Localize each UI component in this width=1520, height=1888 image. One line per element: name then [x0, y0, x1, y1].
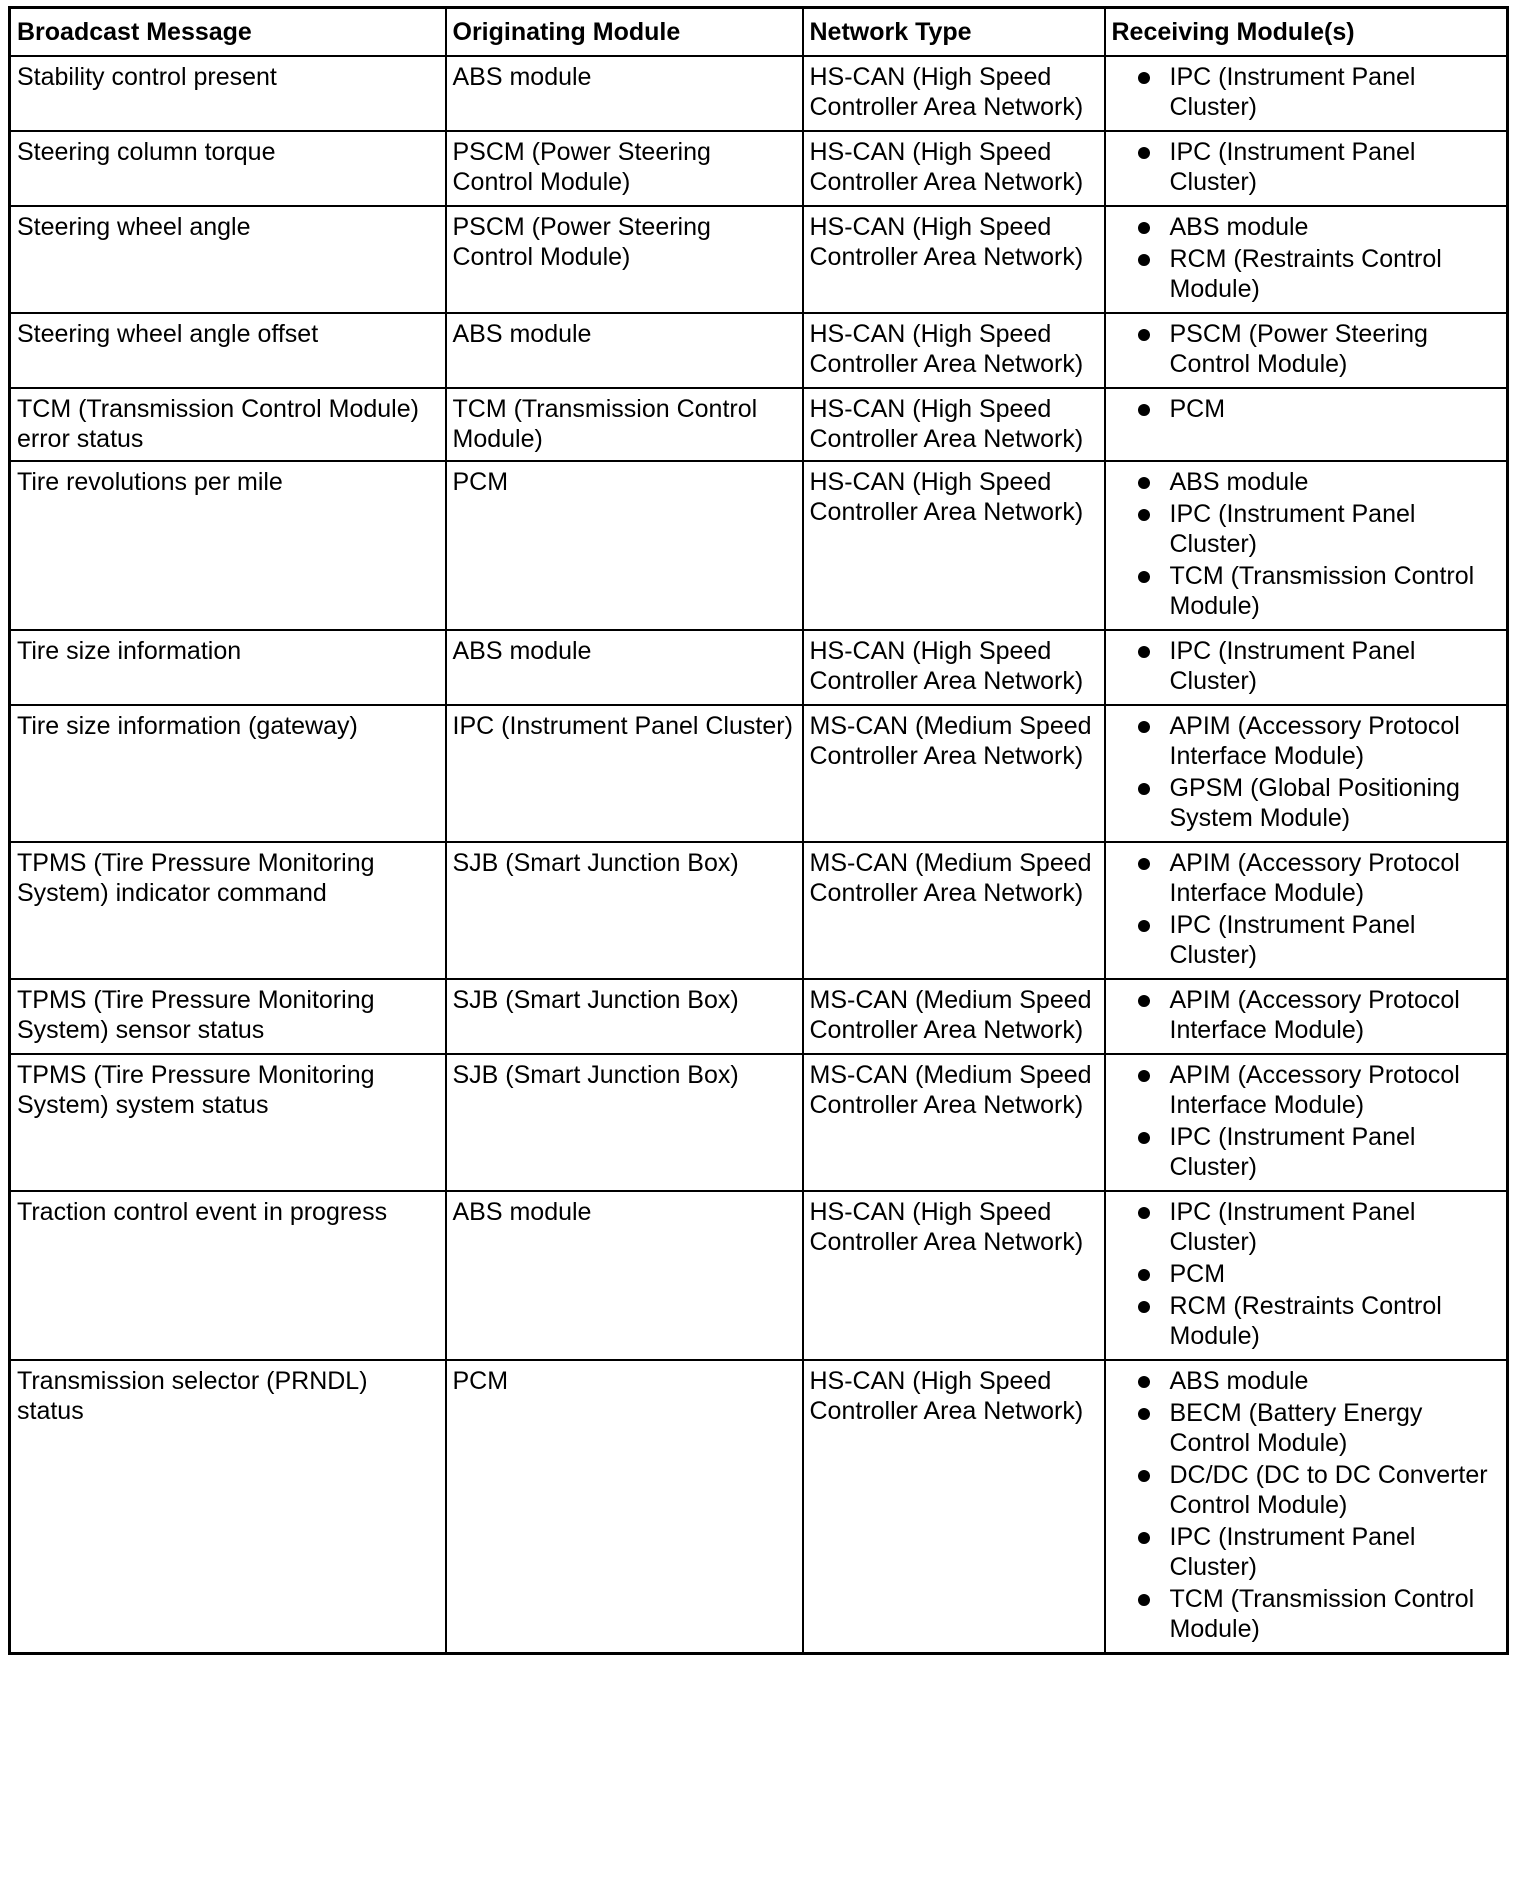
cell-originating-module: SJB (Smart Junction Box)	[446, 842, 803, 979]
receiving-module-text: BECM (Battery Energy Control Module)	[1169, 1399, 1423, 1457]
cell-receiving-modules	[1105, 1054, 1508, 1191]
cell-originating-module: SJB (Smart Junction Box)	[446, 979, 803, 1054]
receiving-module-item	[1112, 1398, 1501, 1458]
table-row	[10, 461, 1508, 630]
cell-network-type: HS-CAN (High Speed Controller Area Network)	[803, 1191, 1105, 1360]
bullet-icon	[1138, 995, 1150, 1007]
receiving-module-item	[1112, 467, 1501, 497]
header-receiving-modules: Receiving Module(s)	[1105, 8, 1508, 57]
cell-receiving-modules	[1105, 206, 1508, 313]
bullet-icon	[1138, 571, 1150, 583]
cell-network-type: HS-CAN (High Speed Controller Area Network)	[803, 1360, 1105, 1654]
cell-receiving-modules	[1105, 1191, 1508, 1360]
table-row	[10, 313, 1508, 388]
receiving-module-list	[1112, 1366, 1501, 1644]
receiving-module-list	[1112, 636, 1501, 696]
cell-receiving-modules	[1105, 131, 1508, 206]
receiving-module-item	[1112, 1584, 1501, 1644]
receiving-module-text: DC/DC (DC to DC Converter Control Module)	[1169, 1461, 1488, 1519]
bullet-icon	[1138, 477, 1150, 489]
receiving-module-list	[1112, 1197, 1501, 1351]
bullet-icon	[1138, 222, 1150, 234]
receiving-module-item	[1112, 711, 1501, 771]
cell-broadcast-message: TPMS (Tire Pressure Monitoring System) system status	[10, 1054, 446, 1191]
cell-receiving-modules	[1105, 842, 1508, 979]
bullet-icon	[1138, 1269, 1150, 1281]
receiving-module-list	[1112, 319, 1501, 379]
receiving-module-list	[1112, 985, 1501, 1045]
receiving-module-item	[1112, 212, 1501, 242]
cell-network-type: HS-CAN (High Speed Controller Area Network)	[803, 461, 1105, 630]
cell-network-type: HS-CAN (High Speed Controller Area Network)	[803, 56, 1105, 131]
receiving-module-text: RCM (Restraints Control Module)	[1169, 1292, 1442, 1350]
cell-broadcast-message: Tire size information	[10, 630, 446, 705]
cell-broadcast-message: Steering column torque	[10, 131, 446, 206]
cell-originating-module: ABS module	[446, 313, 803, 388]
receiving-module-item	[1112, 1197, 1501, 1257]
bullet-icon	[1138, 72, 1150, 84]
receiving-module-text: PSCM (Power Steering Control Module)	[1169, 320, 1428, 378]
receiving-module-text: IPC (Instrument Panel Cluster)	[1169, 63, 1416, 121]
table-header	[10, 8, 1508, 57]
table-row	[10, 131, 1508, 206]
cell-broadcast-message: Steering wheel angle	[10, 206, 446, 313]
cell-receiving-modules	[1105, 313, 1508, 388]
cell-broadcast-message: Traction control event in progress	[10, 1191, 446, 1360]
cell-broadcast-message: TPMS (Tire Pressure Monitoring System) sensor status	[10, 979, 446, 1054]
receiving-module-item	[1112, 1291, 1501, 1351]
receiving-module-text: IPC (Instrument Panel Cluster)	[1169, 1123, 1416, 1181]
bullet-icon	[1138, 509, 1150, 521]
header-network-type: Network Type	[803, 8, 1105, 57]
bullet-icon	[1138, 858, 1150, 870]
cell-network-type: HS-CAN (High Speed Controller Area Network)	[803, 313, 1105, 388]
receiving-module-item	[1112, 1259, 1501, 1289]
cell-broadcast-message: Steering wheel angle offset	[10, 313, 446, 388]
cell-broadcast-message: TCM (Transmission Control Module) error status	[10, 388, 446, 461]
bullet-icon	[1138, 1594, 1150, 1606]
cell-network-type: MS-CAN (Medium Speed Controller Area Network)	[803, 979, 1105, 1054]
cell-originating-module: ABS module	[446, 630, 803, 705]
receiving-module-list	[1112, 394, 1501, 424]
receiving-module-list	[1112, 212, 1501, 304]
receiving-module-list	[1112, 62, 1501, 122]
table-row	[10, 1191, 1508, 1360]
receiving-module-text: ABS module	[1169, 468, 1309, 496]
receiving-module-text: TCM (Transmission Control Module)	[1169, 1585, 1475, 1643]
receiving-module-text: IPC (Instrument Panel Cluster)	[1169, 1523, 1416, 1581]
table-row	[10, 1360, 1508, 1654]
table-row	[10, 206, 1508, 313]
bullet-icon	[1138, 1301, 1150, 1313]
receiving-module-item	[1112, 62, 1501, 122]
cell-network-type: MS-CAN (Medium Speed Controller Area Network)	[803, 705, 1105, 842]
receiving-module-text: IPC (Instrument Panel Cluster)	[1169, 911, 1416, 969]
receiving-module-item	[1112, 1122, 1501, 1182]
bullet-icon	[1138, 721, 1150, 733]
bullet-icon	[1138, 1070, 1150, 1082]
receiving-module-list	[1112, 467, 1501, 621]
table-body	[10, 56, 1508, 1654]
cell-originating-module: ABS module	[446, 1191, 803, 1360]
header-row	[10, 8, 1508, 57]
bullet-icon	[1138, 1376, 1150, 1388]
cell-receiving-modules	[1105, 1360, 1508, 1654]
receiving-module-text: APIM (Accessory Protocol Interface Module)	[1169, 712, 1460, 770]
cell-receiving-modules	[1105, 56, 1508, 131]
bullet-icon	[1138, 783, 1150, 795]
cell-network-type: HS-CAN (High Speed Controller Area Network)	[803, 131, 1105, 206]
cell-broadcast-message: TPMS (Tire Pressure Monitoring System) indicator command	[10, 842, 446, 979]
cell-network-type: MS-CAN (Medium Speed Controller Area Network)	[803, 1054, 1105, 1191]
receiving-module-item	[1112, 985, 1501, 1045]
receiving-module-text: IPC (Instrument Panel Cluster)	[1169, 1198, 1416, 1256]
cell-receiving-modules	[1105, 388, 1508, 461]
cell-receiving-modules	[1105, 630, 1508, 705]
receiving-module-text: APIM (Accessory Protocol Interface Module)	[1169, 849, 1460, 907]
bullet-icon	[1138, 329, 1150, 341]
cell-network-type: HS-CAN (High Speed Controller Area Network)	[803, 206, 1105, 313]
receiving-module-text: IPC (Instrument Panel Cluster)	[1169, 500, 1416, 558]
receiving-module-text: PCM	[1169, 1260, 1226, 1288]
header-broadcast-message: Broadcast Message	[10, 8, 446, 57]
receiving-module-item	[1112, 1460, 1501, 1520]
table-row	[10, 979, 1508, 1054]
table-row	[10, 705, 1508, 842]
receiving-module-text: TCM (Transmission Control Module)	[1169, 562, 1475, 620]
table-row	[10, 388, 1508, 461]
bullet-icon	[1138, 254, 1150, 266]
cell-originating-module: PCM	[446, 1360, 803, 1654]
bullet-icon	[1138, 404, 1150, 416]
cell-network-type: HS-CAN (High Speed Controller Area Network)	[803, 630, 1105, 705]
receiving-module-text: RCM (Restraints Control Module)	[1169, 245, 1442, 303]
receiving-module-item	[1112, 1366, 1501, 1396]
cell-originating-module: IPC (Instrument Panel Cluster)	[446, 705, 803, 842]
cell-broadcast-message: Transmission selector (PRNDL) status	[10, 1360, 446, 1654]
bullet-icon	[1138, 147, 1150, 159]
table-row	[10, 842, 1508, 979]
bullet-icon	[1138, 1532, 1150, 1544]
bullet-icon	[1138, 1408, 1150, 1420]
receiving-module-list	[1112, 1060, 1501, 1182]
receiving-module-item	[1112, 319, 1501, 379]
receiving-module-item	[1112, 499, 1501, 559]
receiving-module-text: GPSM (Global Positioning System Module)	[1169, 774, 1460, 832]
cell-originating-module: PSCM (Power Steering Control Module)	[446, 206, 803, 313]
bullet-icon	[1138, 1132, 1150, 1144]
cell-broadcast-message: Tire revolutions per mile	[10, 461, 446, 630]
cell-originating-module: PSCM (Power Steering Control Module)	[446, 131, 803, 206]
receiving-module-item	[1112, 773, 1501, 833]
broadcast-message-table	[8, 6, 1509, 1655]
bullet-icon	[1138, 1207, 1150, 1219]
cell-network-type: MS-CAN (Medium Speed Controller Area Network)	[803, 842, 1105, 979]
cell-originating-module: TCM (Transmission Control Module)	[446, 388, 803, 461]
receiving-module-item	[1112, 848, 1501, 908]
receiving-module-list	[1112, 848, 1501, 970]
receiving-module-text: APIM (Accessory Protocol Interface Module)	[1169, 986, 1460, 1044]
receiving-module-item	[1112, 1522, 1501, 1582]
cell-receiving-modules	[1105, 461, 1508, 630]
receiving-module-item	[1112, 137, 1501, 197]
cell-originating-module: ABS module	[446, 56, 803, 131]
bullet-icon	[1138, 646, 1150, 658]
bullet-icon	[1138, 920, 1150, 932]
receiving-module-list	[1112, 137, 1501, 197]
header-originating-module: Originating Module	[446, 8, 803, 57]
receiving-module-text: ABS module	[1169, 213, 1309, 241]
receiving-module-text: IPC (Instrument Panel Cluster)	[1169, 637, 1416, 695]
receiving-module-item	[1112, 636, 1501, 696]
cell-originating-module: PCM	[446, 461, 803, 630]
cell-originating-module: SJB (Smart Junction Box)	[446, 1054, 803, 1191]
cell-receiving-modules	[1105, 705, 1508, 842]
receiving-module-list	[1112, 711, 1501, 833]
cell-broadcast-message: Tire size information (gateway)	[10, 705, 446, 842]
receiving-module-item	[1112, 910, 1501, 970]
table-row	[10, 630, 1508, 705]
cell-network-type: HS-CAN (High Speed Controller Area Network)	[803, 388, 1105, 461]
receiving-module-text: IPC (Instrument Panel Cluster)	[1169, 138, 1416, 196]
receiving-module-item	[1112, 244, 1501, 304]
cell-broadcast-message: Stability control present	[10, 56, 446, 131]
receiving-module-text: PCM	[1169, 395, 1226, 423]
table-row	[10, 1054, 1508, 1191]
receiving-module-text: ABS module	[1169, 1367, 1309, 1395]
receiving-module-text: APIM (Accessory Protocol Interface Module)	[1169, 1061, 1460, 1119]
receiving-module-item	[1112, 394, 1501, 424]
table-row	[10, 56, 1508, 131]
receiving-module-item	[1112, 561, 1501, 621]
receiving-module-item	[1112, 1060, 1501, 1120]
bullet-icon	[1138, 1470, 1150, 1482]
cell-receiving-modules	[1105, 979, 1508, 1054]
